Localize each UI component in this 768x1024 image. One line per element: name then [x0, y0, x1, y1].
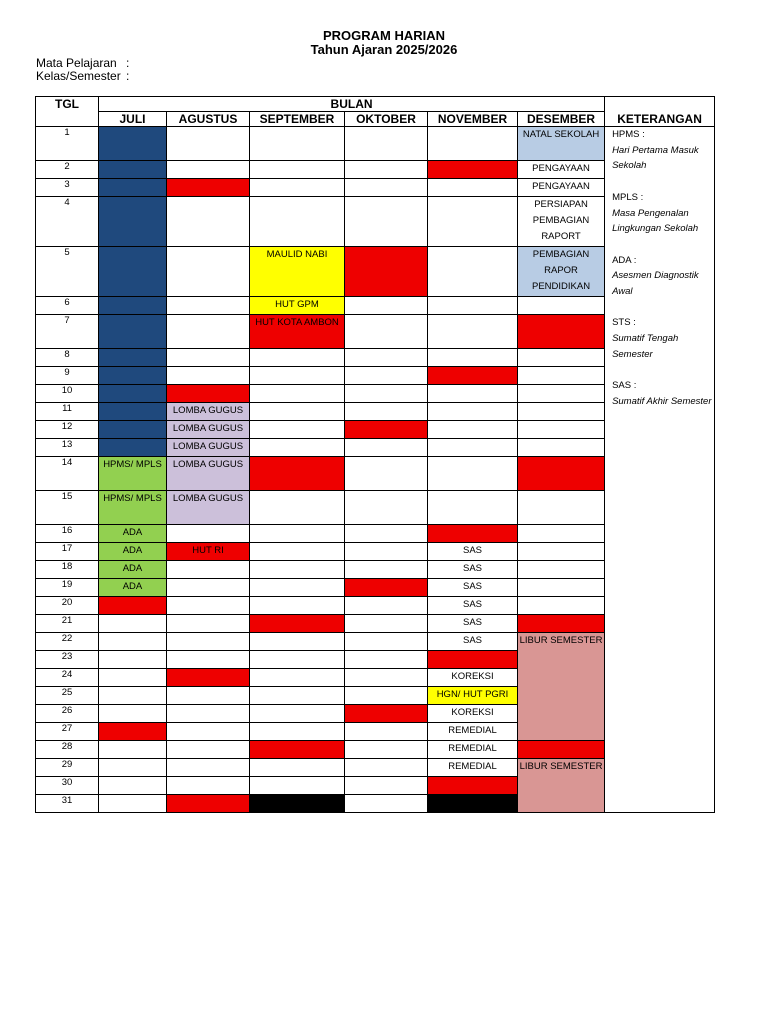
schedule-cell-juli [99, 315, 167, 349]
schedule-cell-september [250, 403, 345, 421]
schedule-cell-juli [99, 247, 167, 297]
schedule-cell-oktober [345, 741, 428, 759]
schedule-cell-agustus [167, 315, 250, 349]
schedule-cell-desember: PENGAYAAN [518, 161, 605, 179]
schedule-cell-september [250, 385, 345, 403]
schedule-cell-juli [99, 161, 167, 179]
schedule-cell-november [428, 651, 518, 669]
month-header-oktober: OKTOBER [345, 112, 428, 127]
schedule-cell-september [250, 633, 345, 651]
schedule-cell-september [250, 543, 345, 561]
schedule-cell-agustus [167, 561, 250, 579]
schedule-cell-desember [518, 543, 605, 561]
legend-label: STS : [612, 317, 636, 329]
schedule-cell-agustus [167, 525, 250, 543]
schedule-cell-november [428, 127, 518, 161]
schedule-cell-september [250, 367, 345, 385]
schedule-cell-september [250, 705, 345, 723]
day-number: 8 [36, 349, 99, 367]
schedule-cell-agustus [167, 161, 250, 179]
day-number: 3 [36, 179, 99, 197]
schedule-cell-november [428, 525, 518, 543]
schedule-cell-oktober [345, 403, 428, 421]
day-number: 6 [36, 297, 99, 315]
schedule-cell-desember [518, 491, 605, 525]
legend-spacer [612, 300, 712, 316]
schedule-cell-desember: PEMBAGIAN RAPOR PENDIDIKAN [518, 247, 605, 297]
keterangan-header: KETERANGAN [605, 112, 715, 127]
schedule-cell-agustus [167, 615, 250, 633]
schedule-cell-agustus [167, 247, 250, 297]
schedule-cell-september [250, 777, 345, 795]
legend-spacer [612, 363, 712, 379]
schedule-cell-september [250, 127, 345, 161]
schedule-cell-september [250, 741, 345, 759]
bulan-header: BULAN [99, 97, 605, 112]
schedule-body [36, 127, 715, 813]
page-title: PROGRAM HARIAN [322, 28, 446, 43]
legend-label: SAS : [612, 380, 637, 392]
schedule-cell-desember: LIBUR SEMESTER [518, 759, 605, 813]
schedule-cell-september [250, 439, 345, 457]
schedule-cell-september [250, 421, 345, 439]
schedule-cell-november [428, 367, 518, 385]
schedule-cell-november: REMEDIAL [428, 741, 518, 759]
schedule-cell-desember: PERSIAPAN PEMBAGIAN RAPORT [518, 197, 605, 247]
day-number: 29 [36, 759, 99, 777]
schedule-cell-desember [518, 579, 605, 597]
schedule-cell-november [428, 349, 518, 367]
schedule-cell-november: SAS [428, 633, 518, 651]
schedule-cell-november [428, 179, 518, 197]
schedule-cell-desember [518, 597, 605, 615]
schedule-cell-agustus [167, 651, 250, 669]
schedule-cell-desember [518, 615, 605, 633]
schedule-cell-juli [99, 179, 167, 197]
day-number: 31 [36, 795, 99, 813]
schedule-cell-desember [518, 297, 605, 315]
schedule-cell-agustus [167, 705, 250, 723]
schedule-cell-juli [99, 741, 167, 759]
schedule-cell-desember [518, 403, 605, 421]
schedule-cell-juli [99, 795, 167, 813]
schedule-cell-oktober [345, 777, 428, 795]
legend-spacer [612, 237, 712, 253]
day-number: 14 [36, 457, 99, 491]
schedule-cell-agustus [167, 385, 250, 403]
day-number: 16 [36, 525, 99, 543]
day-number: 22 [36, 633, 99, 651]
schedule-cell-november [428, 247, 518, 297]
schedule-cell-november: KOREKSI [428, 705, 518, 723]
schedule-cell-oktober [345, 669, 428, 687]
schedule-cell-juli [99, 403, 167, 421]
schedule-cell-agustus [167, 723, 250, 741]
day-number: 19 [36, 579, 99, 597]
schedule-cell-juli [99, 705, 167, 723]
tgl-header: TGL [36, 97, 99, 127]
schedule-cell-juli [99, 687, 167, 705]
schedule-cell-september [250, 669, 345, 687]
day-number: 17 [36, 543, 99, 561]
schedule-cell-agustus: LOMBA GUGUS [167, 439, 250, 457]
schedule-cell-november: SAS [428, 561, 518, 579]
schedule-cell-agustus [167, 597, 250, 615]
schedule-cell-september [250, 579, 345, 597]
schedule-cell-oktober [345, 385, 428, 403]
schedule-cell-agustus: HUT RI [167, 543, 250, 561]
schedule-cell-oktober [345, 349, 428, 367]
day-number: 10 [36, 385, 99, 403]
schedule-cell-oktober [345, 367, 428, 385]
legend-description: Asesmen Diagnostik Awal [612, 270, 699, 297]
day-number: 4 [36, 197, 99, 247]
schedule-cell-desember [518, 421, 605, 439]
schedule-table [35, 96, 715, 813]
schedule-cell-oktober [345, 597, 428, 615]
schedule-cell-agustus [167, 633, 250, 651]
schedule-cell-agustus: LOMBA GUGUS [167, 421, 250, 439]
schedule-cell-november [428, 457, 518, 491]
schedule-cell-oktober [345, 795, 428, 813]
schedule-cell-juli [99, 759, 167, 777]
schedule-cell-desember [518, 439, 605, 457]
schedule-cell-oktober [345, 723, 428, 741]
day-number: 26 [36, 705, 99, 723]
schedule-cell-september [250, 197, 345, 247]
schedule-cell-juli: HPMS/ MPLS [99, 457, 167, 491]
schedule-cell-agustus [167, 669, 250, 687]
schedule-cell-oktober [345, 579, 428, 597]
schedule-cell-oktober [345, 759, 428, 777]
schedule-cell-oktober [345, 197, 428, 247]
schedule-cell-desember [518, 561, 605, 579]
schedule-cell-september [250, 759, 345, 777]
schedule-cell-oktober [345, 705, 428, 723]
schedule-cell-november [428, 403, 518, 421]
schedule-cell-november [428, 795, 518, 813]
legend-label: MPLS : [612, 191, 644, 203]
day-number: 12 [36, 421, 99, 439]
field-label: Mata Pelajaran [36, 56, 117, 70]
day-number: 28 [36, 741, 99, 759]
schedule-cell-agustus: LOMBA GUGUS [167, 457, 250, 491]
schedule-cell-september [250, 525, 345, 543]
schedule-cell-oktober [345, 615, 428, 633]
schedule-cell-november: SAS [428, 543, 518, 561]
month-header-desember: DESEMBER [518, 112, 605, 127]
day-number: 2 [36, 161, 99, 179]
schedule-cell-september [250, 457, 345, 491]
keterangan-legend [605, 127, 715, 813]
schedule-cell-agustus [167, 777, 250, 795]
day-number: 13 [36, 439, 99, 457]
day-number: 9 [36, 367, 99, 385]
schedule-cell-juli [99, 297, 167, 315]
schedule-cell-juli [99, 421, 167, 439]
legend-description: Sumatif Akhir Semester [612, 395, 712, 407]
schedule-cell-oktober [345, 127, 428, 161]
field-separator: : [126, 69, 130, 83]
schedule-cell-agustus [167, 579, 250, 597]
schedule-cell-juli [99, 349, 167, 367]
schedule-cell-juli [99, 615, 167, 633]
schedule-cell-agustus: LOMBA GUGUS [167, 491, 250, 525]
day-number: 1 [36, 127, 99, 161]
keterangan-header-top [605, 97, 715, 112]
schedule-cell-oktober [345, 315, 428, 349]
schedule-cell-november: REMEDIAL [428, 759, 518, 777]
schedule-cell-juli [99, 385, 167, 403]
schedule-cell-oktober [345, 161, 428, 179]
schedule-cell-oktober [345, 633, 428, 651]
schedule-cell-desember: LIBUR SEMESTER [518, 633, 605, 741]
schedule-cell-november: KOREKSI [428, 669, 518, 687]
schedule-cell-desember [518, 741, 605, 759]
schedule-cell-september [250, 723, 345, 741]
schedule-cell-desember: PENGAYAAN [518, 179, 605, 197]
schedule-cell-oktober [345, 561, 428, 579]
schedule-cell-oktober [345, 439, 428, 457]
schedule-cell-juli [99, 723, 167, 741]
schedule-cell-juli [99, 439, 167, 457]
day-number: 25 [36, 687, 99, 705]
schedule-cell-agustus [167, 741, 250, 759]
schedule-cell-november: REMEDIAL [428, 723, 518, 741]
legend-description: Masa Pengenalan Lingkungan Sekolah [612, 207, 699, 235]
schedule-cell-oktober [345, 525, 428, 543]
schedule-cell-desember [518, 525, 605, 543]
table-row [36, 127, 715, 161]
schedule-cell-desember: NATAL SEKOLAH [518, 127, 605, 161]
schedule-cell-september [250, 179, 345, 197]
schedule-cell-agustus [167, 127, 250, 161]
legend-label: HPMS : [612, 129, 645, 140]
schedule-cell-juli [99, 669, 167, 687]
schedule-cell-september [250, 161, 345, 179]
schedule-cell-september: HUT GPM [250, 297, 345, 315]
legend-description: Hari Pertama Masuk Sekolah [612, 144, 699, 172]
day-number: 15 [36, 491, 99, 525]
month-header-november: NOVEMBER [428, 112, 518, 127]
schedule-cell-oktober [345, 687, 428, 705]
day-number: 27 [36, 723, 99, 741]
schedule-cell-september [250, 491, 345, 525]
schedule-cell-september [250, 597, 345, 615]
page-subtitle: Tahun Ajaran 2025/2026 [310, 42, 458, 57]
schedule-cell-desember [518, 385, 605, 403]
schedule-cell-oktober [345, 491, 428, 525]
legend-description: Sumatif Tengah Semester [612, 333, 679, 360]
schedule-cell-september [250, 349, 345, 367]
schedule-cell-juli: ADA [99, 561, 167, 579]
schedule-cell-agustus [167, 687, 250, 705]
schedule-cell-agustus [167, 297, 250, 315]
schedule-cell-september [250, 615, 345, 633]
schedule-cell-oktober [345, 651, 428, 669]
schedule-cell-oktober [345, 297, 428, 315]
schedule-cell-november: SAS [428, 615, 518, 633]
schedule-cell-november [428, 161, 518, 179]
schedule-cell-september: MAULID NABI [250, 247, 345, 297]
schedule-cell-juli [99, 651, 167, 669]
field-mata-pelajaran [36, 56, 130, 70]
schedule-cell-oktober [345, 247, 428, 297]
schedule-cell-juli [99, 197, 167, 247]
schedule-cell-september [250, 651, 345, 669]
schedule-cell-november: SAS [428, 597, 518, 615]
schedule-cell-november: SAS [428, 579, 518, 597]
schedule-cell-desember [518, 367, 605, 385]
schedule-cell-november [428, 197, 518, 247]
schedule-cell-agustus [167, 795, 250, 813]
schedule-cell-juli: HPMS/ MPLS [99, 491, 167, 525]
schedule-cell-agustus: LOMBA GUGUS [167, 403, 250, 421]
schedule-cell-september: HUT KOTA AMBON [250, 315, 345, 349]
schedule-cell-oktober [345, 421, 428, 439]
schedule-cell-desember [518, 457, 605, 491]
legend-label: ADA : [612, 254, 637, 266]
schedule-cell-juli: ADA [99, 525, 167, 543]
schedule-cell-juli: ADA [99, 543, 167, 561]
month-header-agustus: AGUSTUS [167, 112, 250, 127]
schedule-cell-november [428, 777, 518, 795]
schedule-cell-juli [99, 777, 167, 795]
schedule-cell-juli [99, 597, 167, 615]
day-number: 7 [36, 315, 99, 349]
schedule-cell-november: HGN/ HUT PGRI [428, 687, 518, 705]
day-number: 30 [36, 777, 99, 795]
field-label: Kelas/Semester [36, 69, 121, 83]
schedule-cell-juli [99, 367, 167, 385]
schedule-cell-juli: ADA [99, 579, 167, 597]
schedule-cell-juli [99, 633, 167, 651]
month-header-september: SEPTEMBER [250, 112, 345, 127]
day-number: 21 [36, 615, 99, 633]
schedule-cell-juli [99, 127, 167, 161]
schedule-cell-november [428, 491, 518, 525]
schedule-cell-november [428, 315, 518, 349]
schedule-cell-november [428, 297, 518, 315]
schedule-cell-september [250, 687, 345, 705]
day-number: 24 [36, 669, 99, 687]
schedule-cell-september [250, 795, 345, 813]
month-header-juli: JULI [99, 112, 167, 127]
schedule-cell-oktober [345, 179, 428, 197]
legend-spacer [612, 174, 712, 190]
schedule-cell-oktober [345, 457, 428, 491]
field-kelas-semester [36, 69, 130, 83]
schedule-cell-september [250, 561, 345, 579]
schedule-cell-desember [518, 315, 605, 349]
schedule-cell-agustus [167, 367, 250, 385]
schedule-cell-agustus [167, 759, 250, 777]
schedule-cell-agustus [167, 197, 250, 247]
schedule-cell-agustus [167, 349, 250, 367]
schedule-cell-desember [518, 349, 605, 367]
schedule-cell-oktober [345, 543, 428, 561]
day-number: 20 [36, 597, 99, 615]
schedule-cell-november [428, 439, 518, 457]
field-separator: : [126, 56, 130, 70]
day-number: 18 [36, 561, 99, 579]
schedule-cell-agustus [167, 179, 250, 197]
schedule-cell-november [428, 421, 518, 439]
day-number: 5 [36, 247, 99, 297]
day-number: 23 [36, 651, 99, 669]
schedule-cell-november [428, 385, 518, 403]
day-number: 11 [36, 403, 99, 421]
